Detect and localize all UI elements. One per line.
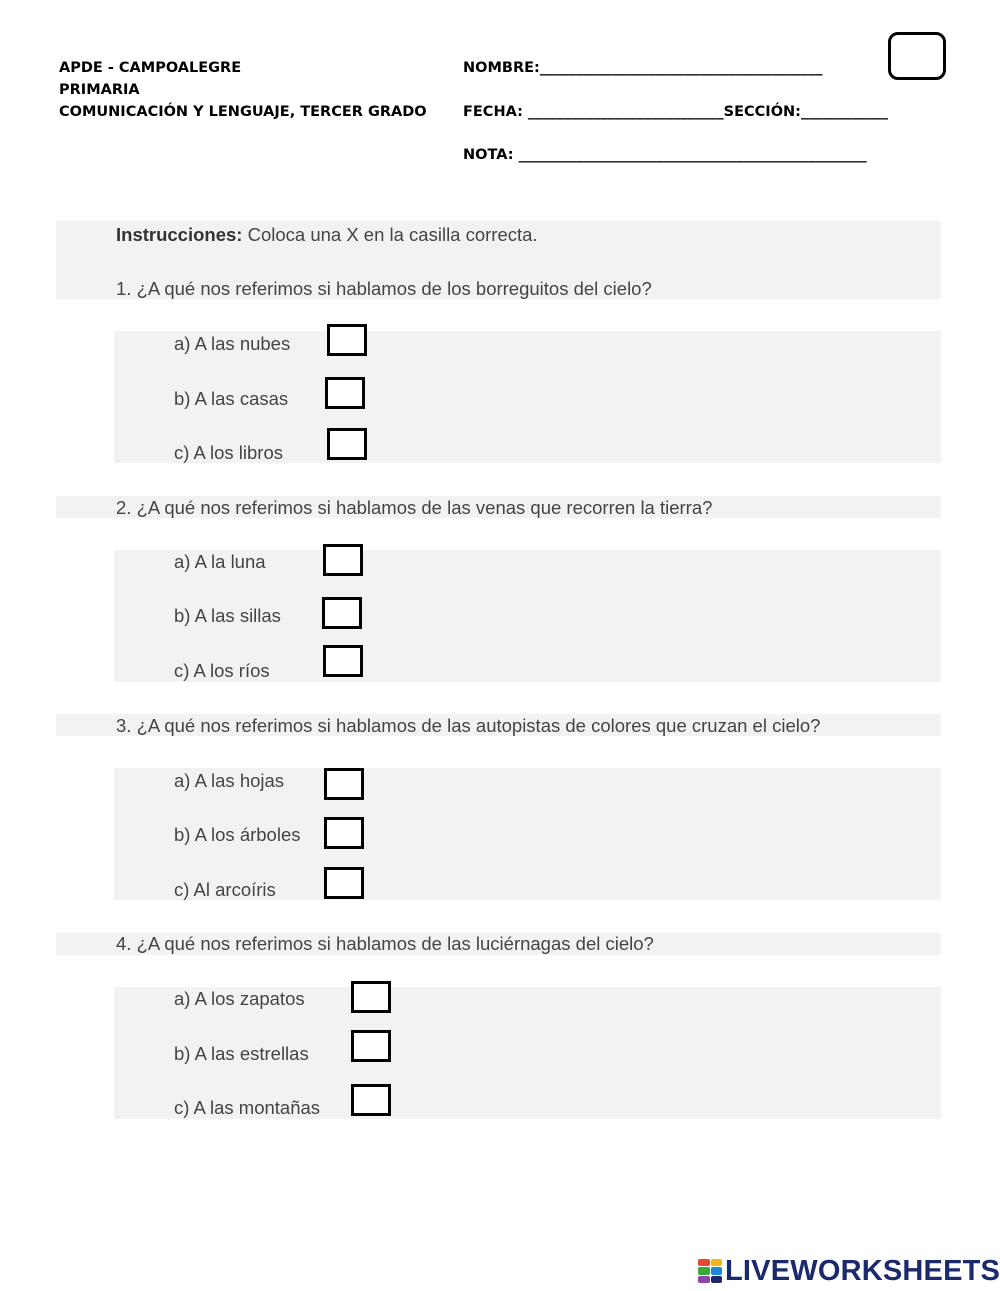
answer-checkbox-1b[interactable] — [325, 377, 365, 409]
answer-checkbox-3a[interactable] — [324, 768, 364, 800]
liveworksheets-logo-icon — [698, 1259, 722, 1283]
question-3-text: 3. ¿A qué nos referimos si hablamos de las autopistas de colores que cruzan el cielo? — [116, 715, 821, 736]
nombre-field[interactable]: NOMBRE:_______________________________________ — [463, 60, 823, 76]
question-2-text: 2. ¿A qué nos referimos si hablamos de las venas que recorren la tierra? — [116, 497, 713, 518]
answer-checkbox-2c[interactable] — [323, 645, 363, 677]
option-3b: b) A los árboles — [174, 824, 301, 845]
answer-checkbox-2b[interactable] — [322, 597, 362, 629]
instructions-text: Coloca una X en la casilla correcta. — [242, 224, 538, 245]
liveworksheets-brand — [698, 1254, 1000, 1288]
option-3a: a) A las hojas — [174, 770, 285, 791]
answer-checkbox-4b[interactable] — [351, 1030, 391, 1062]
nota-field[interactable]: NOTA: ________________________________________________ — [463, 147, 867, 163]
answer-checkbox-3b[interactable] — [324, 817, 364, 849]
instructions-label: Instrucciones: — [116, 224, 243, 245]
school-level: PRIMARIA — [59, 82, 140, 98]
fecha-seccion-field[interactable]: FECHA: ___________________________SECCIÓN:____________ — [463, 104, 888, 120]
course-title: COMUNICACIÓN Y LENGUAJE, TERCER GRADO — [59, 104, 427, 120]
answer-checkbox-2a[interactable] — [323, 544, 363, 576]
question-1-text: 1. ¿A qué nos referimos si hablamos de los borreguitos del cielo? — [116, 278, 652, 299]
answer-checkbox-4a[interactable] — [351, 981, 391, 1013]
answer-checkbox-1a[interactable] — [327, 324, 367, 356]
option-2c: c) A los ríos — [174, 660, 270, 681]
school-name: APDE - CAMPOALEGRE — [59, 60, 242, 76]
option-3c: c) Al arcoíris — [174, 879, 276, 900]
option-4b: b) A las estrellas — [174, 1043, 309, 1064]
score-box — [888, 32, 946, 80]
option-2b: b) A las sillas — [174, 605, 281, 626]
answer-checkbox-3c[interactable] — [324, 867, 364, 899]
question-4-text: 4. ¿A qué nos referimos si hablamos de las luciérnagas del cielo? — [116, 933, 654, 954]
option-2a: a) A la luna — [174, 551, 266, 572]
option-1c: c) A los libros — [174, 442, 283, 463]
brand-name: LIVEWORKSHEETS — [725, 1254, 1000, 1287]
option-4c: c) A las montañas — [174, 1097, 321, 1118]
answer-checkbox-1c[interactable] — [327, 428, 367, 460]
option-1b: b) A las casas — [174, 388, 289, 409]
answer-checkbox-4c[interactable] — [351, 1084, 391, 1116]
instructions — [116, 224, 538, 246]
option-1a: a) A las nubes — [174, 333, 291, 354]
option-4a: a) A los zapatos — [174, 988, 305, 1009]
